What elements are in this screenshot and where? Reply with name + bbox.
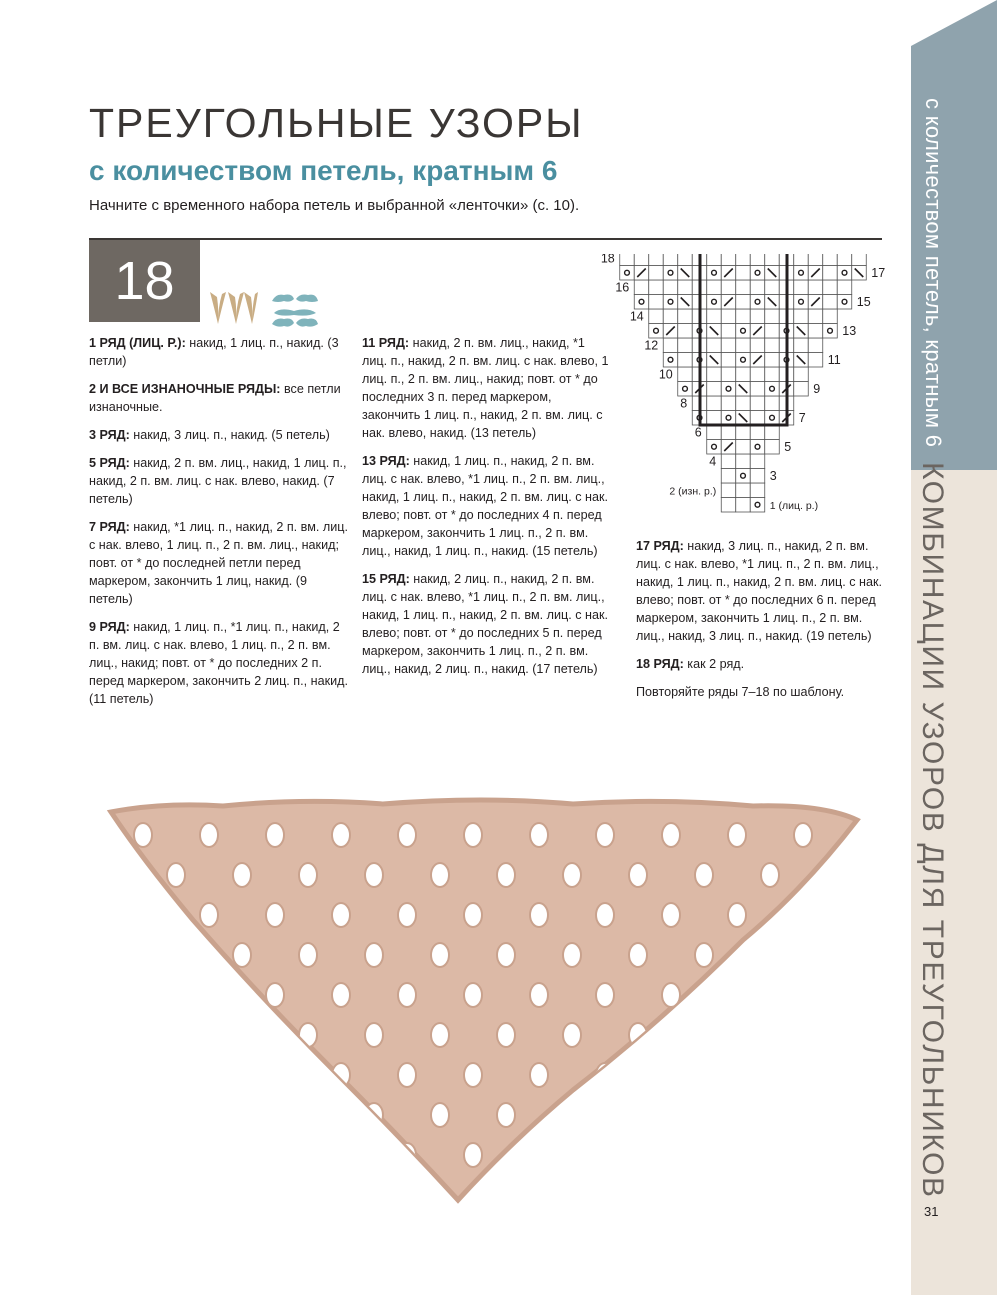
chart-cell	[678, 338, 693, 353]
chart-cell	[736, 440, 751, 455]
chart-cell	[663, 353, 678, 368]
swatch-eyelet	[464, 903, 482, 927]
row-9-instruction: 9 РЯД: накид, 1 лиц. п., *1 лиц. п., накид, 2 п. вм. лиц. с нак. влево, 1 лиц. п., 2 п. вм. лиц., накид; повт. от * до последних 2 п. перед маркером, закончить 2 лиц. п., накид. (11 петель)	[89, 620, 348, 706]
chart-cell	[736, 338, 751, 353]
chart-cell	[750, 498, 765, 513]
page-number: 31	[924, 1204, 939, 1219]
chart-cell	[649, 266, 664, 281]
swatch-eyelet	[794, 1063, 812, 1087]
chart-cell	[620, 254, 635, 266]
swatch-eyelet	[266, 823, 284, 847]
swatch-eyelet	[167, 863, 185, 887]
swatch-eyelet	[134, 1143, 152, 1167]
chart-cell	[837, 254, 852, 266]
instructions-column-3	[636, 537, 886, 711]
chart-cell	[736, 469, 751, 484]
row-15-instruction: 15 РЯД: накид, 2 лиц. п., накид, 2 п. вм. лиц. с нак. влево, *1 лиц. п., 2 п. вм. лиц., накид, 1 лиц. п., накид, 2 п. вм. лиц. с нак. влево; повт. от * до последних 5 п. перед маркером, закончить 1 лиц. п., 2 п. вм. лиц., накид, 2 лиц. п., накид. (17 петель)	[362, 572, 608, 676]
chart-cell	[837, 280, 852, 295]
swatch-eyelet	[596, 903, 614, 927]
swatch-body	[111, 800, 857, 1200]
chart-cell	[765, 324, 780, 339]
chart-cell	[765, 338, 780, 353]
chart-cell	[765, 396, 780, 411]
swatch-eyelet	[728, 903, 746, 927]
chart-cell	[649, 254, 664, 266]
chart-cell	[678, 367, 693, 382]
chart-cell	[721, 469, 736, 484]
chart-row-label: 11	[827, 352, 841, 367]
chart-cell	[707, 396, 722, 411]
chart-cell	[808, 309, 823, 324]
chart-cell	[663, 295, 678, 310]
chart-cell	[707, 425, 722, 440]
chart-cell	[736, 425, 751, 440]
chart-cell	[794, 309, 809, 324]
row-1-instruction: 1 РЯД (ЛИЦ. Р.): накид, 1 лиц. п., накид. (3 петли)	[89, 336, 339, 368]
swatch-eyelet	[431, 1023, 449, 1047]
swatch-eyelet	[365, 863, 383, 887]
chart-cell	[663, 254, 678, 266]
swatch-eyelet	[695, 863, 713, 887]
chart-row-label: 2 (изн. р.)	[669, 485, 717, 498]
swatch-eyelet	[629, 1103, 647, 1127]
chart-cell	[765, 280, 780, 295]
chart-cell	[707, 280, 722, 295]
chart-cell	[736, 324, 751, 339]
swatch-eyelet	[761, 943, 779, 967]
chart-row-label: 3	[769, 468, 777, 483]
intro-text: Начните с временного набора петель и выбранной «ленточки» (с. 10).	[89, 197, 580, 214]
chart-cell	[823, 324, 838, 339]
chart-row-label: 7	[798, 410, 806, 425]
swatch-eyelet	[233, 1103, 251, 1127]
chart-row-label: 13	[842, 323, 857, 338]
swatch-eyelet	[134, 983, 152, 1007]
chart-cell	[765, 382, 780, 397]
chart-cell	[736, 295, 751, 310]
swatch-eyelet	[233, 943, 251, 967]
swatch-eyelet	[398, 903, 416, 927]
chart-cell	[823, 266, 838, 281]
swatch-eyelet	[134, 903, 152, 927]
chart-cell	[721, 367, 736, 382]
swatch-eyelet	[431, 1103, 449, 1127]
swatch-eyelet	[695, 1103, 713, 1127]
swatch-eyelet	[167, 1103, 185, 1127]
chart-row-label: 9	[813, 381, 821, 396]
swatch-eyelet	[662, 823, 680, 847]
chart-cell	[721, 338, 736, 353]
chart-cell	[750, 295, 765, 310]
chart-cell	[750, 367, 765, 382]
chart-cell	[707, 295, 722, 310]
chart-cell	[663, 309, 678, 324]
chart-cell	[852, 254, 867, 266]
chart-cell	[620, 266, 635, 281]
chart-cell	[707, 440, 722, 455]
swatch-eyelet	[332, 903, 350, 927]
chart-cell	[736, 367, 751, 382]
chart-cell	[736, 498, 751, 513]
swatch-eyelet	[761, 1103, 779, 1127]
swatch-eyelet	[200, 903, 218, 927]
swatch-eyelet	[530, 903, 548, 927]
chart-cell	[765, 353, 780, 368]
swatch-eyelet	[266, 1063, 284, 1087]
swatch-eyelet	[728, 983, 746, 1007]
swatch-eyelet	[332, 983, 350, 1007]
swatch-eyelet	[794, 823, 812, 847]
chart-cell	[721, 396, 736, 411]
swatch-eyelet	[299, 1023, 317, 1047]
swatch-eyelet	[794, 1143, 812, 1167]
chart-row-label: 17	[871, 265, 886, 280]
swatch-eyelet	[497, 1023, 515, 1047]
pattern-number: 18	[89, 240, 200, 322]
chart-cell	[750, 454, 765, 469]
chart-cell	[794, 254, 809, 266]
swatch-eyelet	[332, 1143, 350, 1167]
row-18-instruction: 18 РЯД: как 2 ряд.	[636, 657, 745, 671]
chart-cell	[823, 309, 838, 324]
chart-cell	[837, 295, 852, 310]
swatch-eyelet	[233, 863, 251, 887]
chart-row-label: 16	[615, 280, 630, 295]
swatch-eyelet	[827, 943, 845, 967]
row-17-instruction: 17 РЯД: накид, 3 лиц. п., накид, 2 п. вм. лиц. с нак. влево, *1 лиц. п., 2 п. вм. лиц., накид, 1 лиц. п., накид, 2 п. вм. лиц. с нак. влево; повт. от * до последних 6 п. перед маркером, закончить 1 лиц. п., 2 п. вм. лиц., накид, 3 лиц. п., накид. (19 петель)	[636, 539, 882, 643]
chart-cell	[750, 396, 765, 411]
page-title: ТРЕУГОЛЬНЫЕ УЗОРЫ	[89, 100, 584, 146]
chart-cell	[823, 254, 838, 266]
swatch-eyelet	[761, 863, 779, 887]
chart-cell	[634, 280, 649, 295]
chart-cell	[765, 440, 780, 455]
chart-cell	[750, 440, 765, 455]
swatch-eyelet	[530, 1143, 548, 1167]
chart-cell	[823, 295, 838, 310]
chart-row-label: 10	[658, 367, 673, 382]
swatch-eyelet	[530, 823, 548, 847]
chart-row-label: 1 (лиц. р.)	[769, 499, 819, 512]
swatch-eyelet	[233, 1023, 251, 1047]
chart-row-label: 6	[694, 425, 702, 440]
chart-cell	[794, 367, 809, 382]
swatch-eyelet	[398, 1063, 416, 1087]
chart-cell	[808, 324, 823, 339]
row-11-instruction: 11 РЯД: накид, 2 п. вм. лиц., накид, *1 лиц. п., накид, 2 п. вм. лиц. с нак. влево, 1 лиц. п., 2 п. вм. лиц., накид; повт. от * до последних 3 п. перед маркером, закончить 1 лиц. п., накид, 2 п. вм. лиц. с нак. влево, накид. (13 петель)	[362, 336, 609, 440]
chart-row-label: 4	[709, 454, 717, 469]
swatch-eyelet	[530, 983, 548, 1007]
chart-cell	[707, 266, 722, 281]
page-subtitle: с количеством петель, кратным 6	[89, 155, 558, 186]
chart-cell	[678, 254, 693, 266]
swatch-eyelet	[200, 1063, 218, 1087]
swatch-eyelet	[299, 863, 317, 887]
swatch-eyelet	[596, 1143, 614, 1167]
swatch-eyelet	[134, 1063, 152, 1087]
swatch-eyelet	[365, 943, 383, 967]
chart-row-label: 18	[600, 254, 615, 266]
chart-cell	[678, 353, 693, 368]
sidebar-section-title: КОМБИНАЦИИ УЗОРОВ ДЛЯ ТРЕУГОЛЬНИКОВ	[916, 462, 949, 1199]
instructions-column-2	[362, 334, 612, 688]
chart-cell	[808, 353, 823, 368]
chart-cell	[794, 338, 809, 353]
chart-cell	[794, 382, 809, 397]
chart-cell	[750, 425, 765, 440]
chart-cell	[736, 280, 751, 295]
swatch-eyelet	[563, 943, 581, 967]
swatch-eyelet	[464, 823, 482, 847]
swatch-eyelet	[794, 903, 812, 927]
swatch-eyelet	[299, 1103, 317, 1127]
swatch-eyelet	[662, 1063, 680, 1087]
chart-cell	[721, 254, 736, 266]
chart-cell	[837, 266, 852, 281]
chart-row-label: 5	[784, 439, 792, 454]
swatch-eyelet	[563, 1023, 581, 1047]
swatch-eyelet	[497, 863, 515, 887]
swatch-eyelet	[695, 943, 713, 967]
swatch-eyelet	[332, 823, 350, 847]
chart-cell	[678, 324, 693, 339]
chart-cell	[750, 309, 765, 324]
chart-cell	[823, 280, 838, 295]
chart-cell	[678, 280, 693, 295]
swatch-eyelet	[266, 983, 284, 1007]
chart-cell	[765, 309, 780, 324]
swatch-eyelet	[167, 943, 185, 967]
chart-cell	[707, 382, 722, 397]
chart-cell	[721, 411, 736, 426]
row-2-instruction: 2 И ВСЕ ИЗНАНОЧНЫЕ РЯДЫ: все петли изнаночные.	[89, 382, 341, 414]
row-3-instruction: 3 РЯД: накид, 3 лиц. п., накид. (5 петель)	[89, 428, 330, 442]
swatch-eyelet	[761, 1023, 779, 1047]
chart-cell	[649, 295, 664, 310]
chart-cell	[808, 338, 823, 353]
swatch-eyelet	[563, 863, 581, 887]
chart-cell	[750, 254, 765, 266]
chart-cell	[750, 382, 765, 397]
swatch-eyelet	[827, 1103, 845, 1127]
chart-cell	[794, 295, 809, 310]
swatch-eyelet	[596, 823, 614, 847]
swatch-eyelet	[728, 1063, 746, 1087]
chart-cell	[707, 411, 722, 426]
swatch-eyelet	[827, 863, 845, 887]
swatch-eyelet	[299, 943, 317, 967]
chart-cell	[750, 483, 765, 498]
chart-cell	[765, 411, 780, 426]
chart-cell	[721, 309, 736, 324]
swatch-eyelet	[530, 1063, 548, 1087]
chart-cell	[721, 353, 736, 368]
chart-cell	[721, 280, 736, 295]
chart-cell	[750, 338, 765, 353]
chart-cell	[721, 425, 736, 440]
purl-stitch-icon	[270, 291, 320, 331]
swatch-eyelet	[134, 823, 152, 847]
knit-stitch-icon	[208, 289, 260, 327]
swatch-eyelet	[629, 943, 647, 967]
swatch-eyelet	[167, 1023, 185, 1047]
chart-cell	[765, 367, 780, 382]
swatch-eyelet	[464, 1143, 482, 1167]
knitted-swatch-photo	[103, 790, 865, 1210]
swatch-eyelet	[662, 1143, 680, 1167]
chart-row-label: 15	[856, 294, 871, 309]
chart-cell	[750, 469, 765, 484]
repeat-note: Повторяйте ряды 7–18 по шаблону.	[636, 685, 845, 699]
knitting-chart	[595, 254, 915, 524]
chart-cell	[707, 338, 722, 353]
swatch-eyelet	[398, 983, 416, 1007]
chart-cell	[808, 280, 823, 295]
chart-cell	[649, 280, 664, 295]
row-5-instruction: 5 РЯД: накид, 2 п. вм. лиц., накид, 1 лиц. п., накид, 2 п. вм. лиц. с нак. влево, накид. (7 петель)	[89, 456, 347, 506]
chart-cell	[750, 411, 765, 426]
swatch-eyelet	[497, 943, 515, 967]
chart-cell	[736, 254, 751, 266]
chart-cell	[736, 309, 751, 324]
swatch-eyelet	[728, 1143, 746, 1167]
swatch-eyelet	[365, 1023, 383, 1047]
chart-cell	[721, 382, 736, 397]
chart-cell	[736, 266, 751, 281]
chart-cell	[663, 266, 678, 281]
swatch-eyelet	[662, 903, 680, 927]
swatch-eyelet	[266, 903, 284, 927]
chart-cell	[721, 483, 736, 498]
instructions-column-1	[89, 334, 351, 718]
swatch-eyelet	[266, 1143, 284, 1167]
chart-cell	[808, 254, 823, 266]
chart-cell	[750, 280, 765, 295]
chart-row-label: 14	[629, 309, 644, 324]
chart-cell	[721, 498, 736, 513]
swatch-eyelet	[497, 1103, 515, 1127]
chart-cell	[794, 266, 809, 281]
chart-cell	[736, 396, 751, 411]
chart-cell	[721, 324, 736, 339]
swatch-eyelet	[695, 1023, 713, 1047]
swatch-eyelet	[431, 863, 449, 887]
swatch-eyelet	[200, 823, 218, 847]
header-rule	[89, 238, 882, 240]
chart-cell	[707, 367, 722, 382]
chart-row-label: 12	[644, 338, 659, 353]
row-7-instruction: 7 РЯД: накид, *1 лиц. п., накид, 2 п. вм. лиц. с нак. влево, 1 лиц. п., 2 п. вм. лиц., накид; повт. от * до последней петли перед маркером, закончить 1 лиц, накид. (9 петель)	[89, 520, 348, 606]
chart-cell	[678, 382, 693, 397]
chart-cell	[736, 483, 751, 498]
swatch-eyelet	[728, 823, 746, 847]
swatch-eyelet	[596, 983, 614, 1007]
swatch-eyelet	[563, 1103, 581, 1127]
chart-cell	[736, 353, 751, 368]
sidebar-notch	[911, 0, 997, 46]
chart-cell	[750, 266, 765, 281]
swatch-eyelet	[827, 1023, 845, 1047]
chart-cell	[663, 280, 678, 295]
chart-cell	[634, 295, 649, 310]
chart-row-label: 8	[680, 396, 688, 411]
chart-cell	[765, 425, 780, 440]
swatch-eyelet	[398, 823, 416, 847]
chart-cell	[721, 454, 736, 469]
row-13-instruction: 13 РЯД: накид, 1 лиц. п., накид, 2 п. вм. лиц. с нак. влево, *1 лиц. п., 2 п. вм. лиц., накид, 1 лиц. п., накид, 2 п. вм. лиц. с нак. влево; повт. от * до последних 4 п. перед маркером, закончить 1 лиц. п., 2 п. вм. лиц., накид, 1 лиц. п., накид. (15 петель)	[362, 454, 608, 558]
chart-cell	[794, 280, 809, 295]
chart-cell	[634, 254, 649, 266]
swatch-eyelet	[794, 983, 812, 1007]
swatch-eyelet	[629, 863, 647, 887]
chart-cell	[765, 254, 780, 266]
chart-cell	[707, 254, 722, 266]
chart-cell	[649, 309, 664, 324]
sidebar-subtitle: с количеством петель, кратным 6	[921, 98, 946, 448]
chart-cell	[678, 309, 693, 324]
swatch-eyelet	[200, 983, 218, 1007]
swatch-eyelet	[464, 983, 482, 1007]
chart-cell	[736, 454, 751, 469]
swatch-eyelet	[464, 1063, 482, 1087]
chart-cell	[663, 338, 678, 353]
swatch-eyelet	[200, 1143, 218, 1167]
chart-cell	[707, 309, 722, 324]
chart-cell	[649, 324, 664, 339]
swatch-eyelet	[431, 943, 449, 967]
